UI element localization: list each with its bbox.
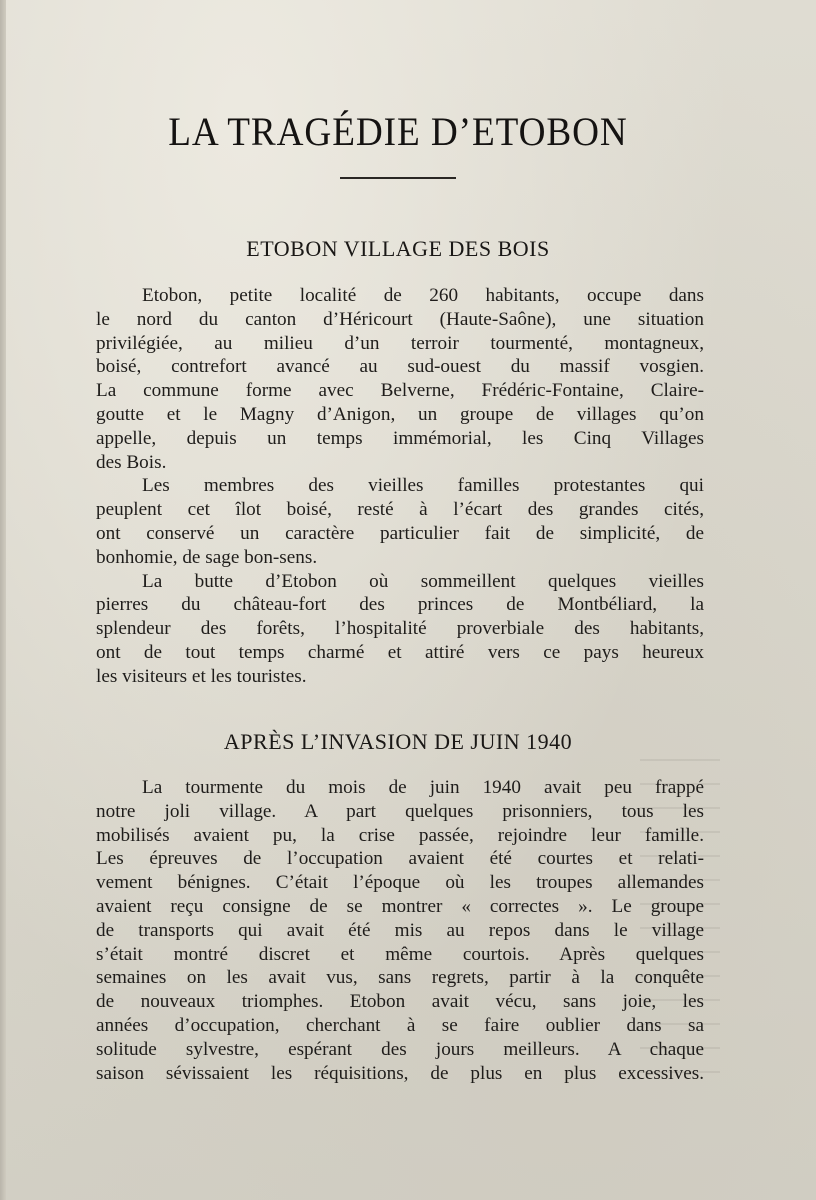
text-line: avaient reçu consigne de se montrer « correctes ». Le groupe: [96, 895, 704, 917]
text-line: La butte d’Etobon où sommeillent quelques vieilles: [142, 570, 704, 592]
text-line: le nord du canton d’Héricourt (Haute-Saône), une situation: [96, 308, 704, 330]
text-line: La commune forme avec Belverne, Frédéric-Fontaine, Claire-: [96, 380, 704, 402]
paragraph: [96, 776, 704, 1085]
text-line: ont conservé un caractère particulier fait de simplicité, de: [96, 522, 704, 544]
text-line: s’était montré discret et même courtois. Après quelques: [96, 943, 704, 965]
text-line: notre joli village. A part quelques prisonniers, tous les: [96, 800, 704, 822]
text-line: Les membres des vieilles familles protestantes qui: [142, 475, 704, 497]
page-title: LA TRAGÉDIE D’ETOBON: [168, 109, 628, 154]
text-line: semaines on les avait vus, sans regrets, partir à la conquête: [96, 967, 704, 989]
text-line: peuplent cet îlot boisé, resté à l’écart des grandes cités,: [96, 499, 704, 521]
text-line: solitude sylvestre, espérant des jours meilleurs. A chaque: [96, 1038, 704, 1060]
section-body-village: [96, 284, 704, 689]
title-divider: [340, 177, 456, 179]
text-line: appelle, depuis un temps immémorial, les Cinq Villages: [96, 427, 704, 449]
section-heading-invasion: APRÈS L’INVASION DE JUIN 1940: [223, 729, 573, 754]
paragraph: [96, 570, 704, 689]
text-line: de nouveaux triomphes. Etobon avait vécu, sans joie, les: [96, 991, 704, 1013]
text-line: Les épreuves de l’occupation avaient été courtes et relati-: [96, 848, 704, 870]
text-line: Etobon, petite localité de 260 habitants, occupe dans: [142, 285, 704, 306]
text-line: les visiteurs et les touristes.: [96, 665, 307, 687]
text-line: des Bois.: [96, 451, 167, 473]
text-line: mobilisés avaient pu, la crise passée, rejoindre leur famille.: [96, 824, 704, 846]
text-line: splendeur des forêts, l’hospitalité proverbiale des habitants,: [96, 618, 704, 640]
text-line: saison sévissaient les réquisitions, de plus en plus excessives.: [96, 1062, 704, 1084]
section-body-invasion: [96, 776, 704, 1085]
text-line: années d’occupation, cherchant à se faire oublier dans sa: [96, 1014, 704, 1036]
text-line: de transports qui avait été mis au repos dans le village: [96, 919, 704, 941]
paragraph: [96, 474, 704, 569]
section-heading-village: ETOBON VILLAGE DES BOIS: [246, 236, 550, 261]
text-line: La tourmente du mois de juin 1940 avait peu frappé: [142, 777, 704, 798]
text-line: bonhomie, de sage bon-sens.: [96, 546, 318, 568]
text-line: vement bénignes. C’était l’époque où les troupes allemandes: [96, 872, 704, 894]
text-line: boisé, contrefort avancé au sud-ouest du massif vosgien.: [96, 356, 704, 378]
paragraph: [96, 284, 704, 474]
text-line: privilégiée, au milieu d’un terroir tourmenté, montagneux,: [96, 332, 704, 354]
text-line: ont de tout temps charmé et attiré vers ce pays heureux: [96, 641, 704, 663]
text-line: pierres du château-fort des princes de Montbéliard, la: [96, 594, 704, 616]
text-line: goutte et le Magny d’Anigon, un groupe de villages qu’on: [96, 403, 704, 425]
